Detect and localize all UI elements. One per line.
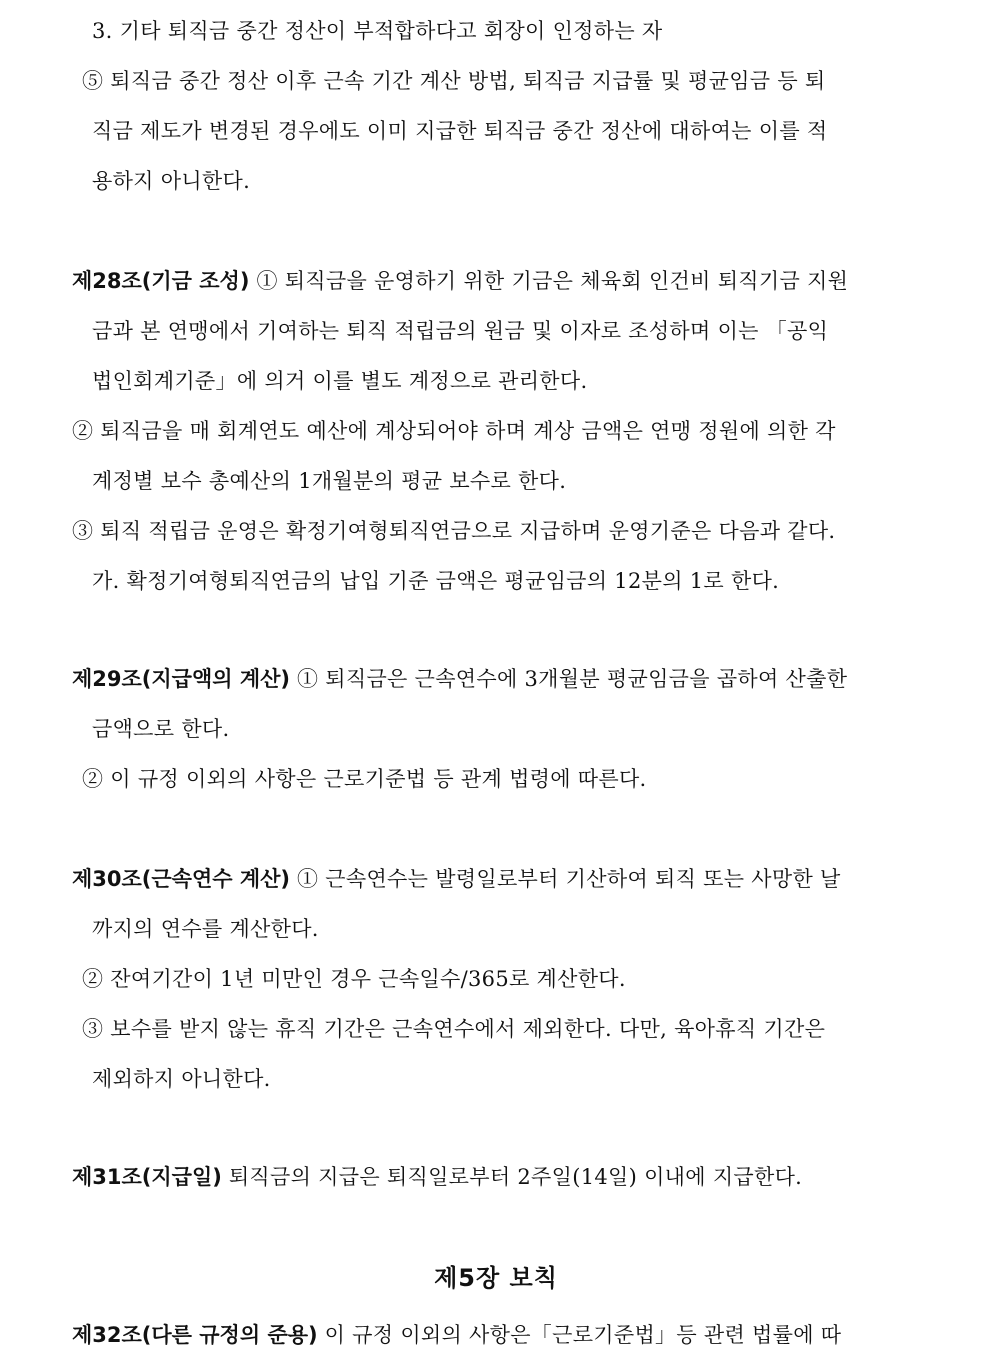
text-line: ③ 보수를 받지 않는 휴직 기간은 근속연수에서 제외한다. 다만, 육아휴직 기간은: [82, 1017, 826, 1041]
text-line: 제외하지 아니한다.: [92, 1067, 271, 1091]
article-text: 퇴직금의 지급은 퇴직일로부터 2주일(14일) 이내에 지급한다.: [228, 1165, 803, 1189]
article-heading: 제32조(다른 규정의 준용): [72, 1323, 318, 1347]
article-heading: 제31조(지급일): [72, 1165, 222, 1189]
article-heading: 제29조(지급액의 계산): [72, 667, 291, 691]
article-32: [72, 1320, 841, 1350]
article-text: ① 근속연수는 발령일로부터 기산하여 퇴직 또는 사망한 날: [297, 867, 841, 891]
article-text: ① 퇴직금을 운영하기 위한 기금은 체육회 인건비 퇴직기금 지원: [256, 269, 849, 293]
article-30: [72, 864, 841, 894]
text-line: ② 퇴직금을 매 회계연도 예산에 계상되어야 하며 계상 금액은 연맹 정원에 의한 각: [72, 419, 836, 443]
text-line: 금액으로 한다.: [92, 717, 230, 741]
chapter-heading: 제5장 보칙: [434, 1264, 558, 1292]
article-text: ① 퇴직금은 근속연수에 3개월분 평균임금을 곱하여 산출한: [297, 667, 848, 691]
article-heading: 제30조(근속연수 계산): [72, 867, 291, 891]
text-line: 금과 본 연맹에서 기여하는 퇴직 적립금의 원금 및 이자로 조성하며 이는 「공익: [92, 319, 829, 343]
text-line-content: ⑤ 퇴직금 중간 정산 이후 근속 기간 계산 방법, 퇴직금 지급률 및 평균임금 등 퇴: [82, 69, 826, 93]
text-line: 직금 제도가 변경된 경우에도 이미 지급한 퇴직금 중간 정산에 대하여는 이를 적: [92, 119, 828, 143]
text-line: 용하지 아니한다.: [92, 169, 251, 193]
text-line: ② 잔여기간이 1년 미만인 경우 근속일수/365로 계산한다.: [82, 967, 626, 991]
article-31: [72, 1162, 802, 1192]
article-28: [72, 266, 848, 296]
text-line: 3. 기타 퇴직금 중간 정산이 부적합하다고 회장이 인정하는 자: [92, 19, 663, 43]
text-line: ③ 퇴직 적립금 운영은 확정기여형퇴직연금으로 지급하며 운영기준은 다음과 같다.: [72, 519, 836, 543]
article-heading: 제28조(기금 조성): [72, 269, 250, 293]
article-29: [72, 664, 847, 694]
text-line: 가. 확정기여형퇴직연금의 납입 기준 금액은 평균임금의 12분의 1로 한다.: [92, 569, 780, 593]
text-line: 법인회계기준」에 의거 이를 별도 계정으로 관리한다.: [92, 369, 588, 393]
text-line: 까지의 연수를 계산한다.: [92, 917, 319, 941]
text-line: 계정별 보수 총예산의 1개월분의 평균 보수로 한다.: [92, 469, 567, 493]
text-line: [82, 66, 920, 96]
text-line: ② 이 규정 이외의 사항은 근로기준법 등 관계 법령에 따른다.: [82, 767, 647, 791]
article-text: 이 규정 이외의 사항은「근로기준법」등 관련 법률에 따: [324, 1323, 842, 1347]
